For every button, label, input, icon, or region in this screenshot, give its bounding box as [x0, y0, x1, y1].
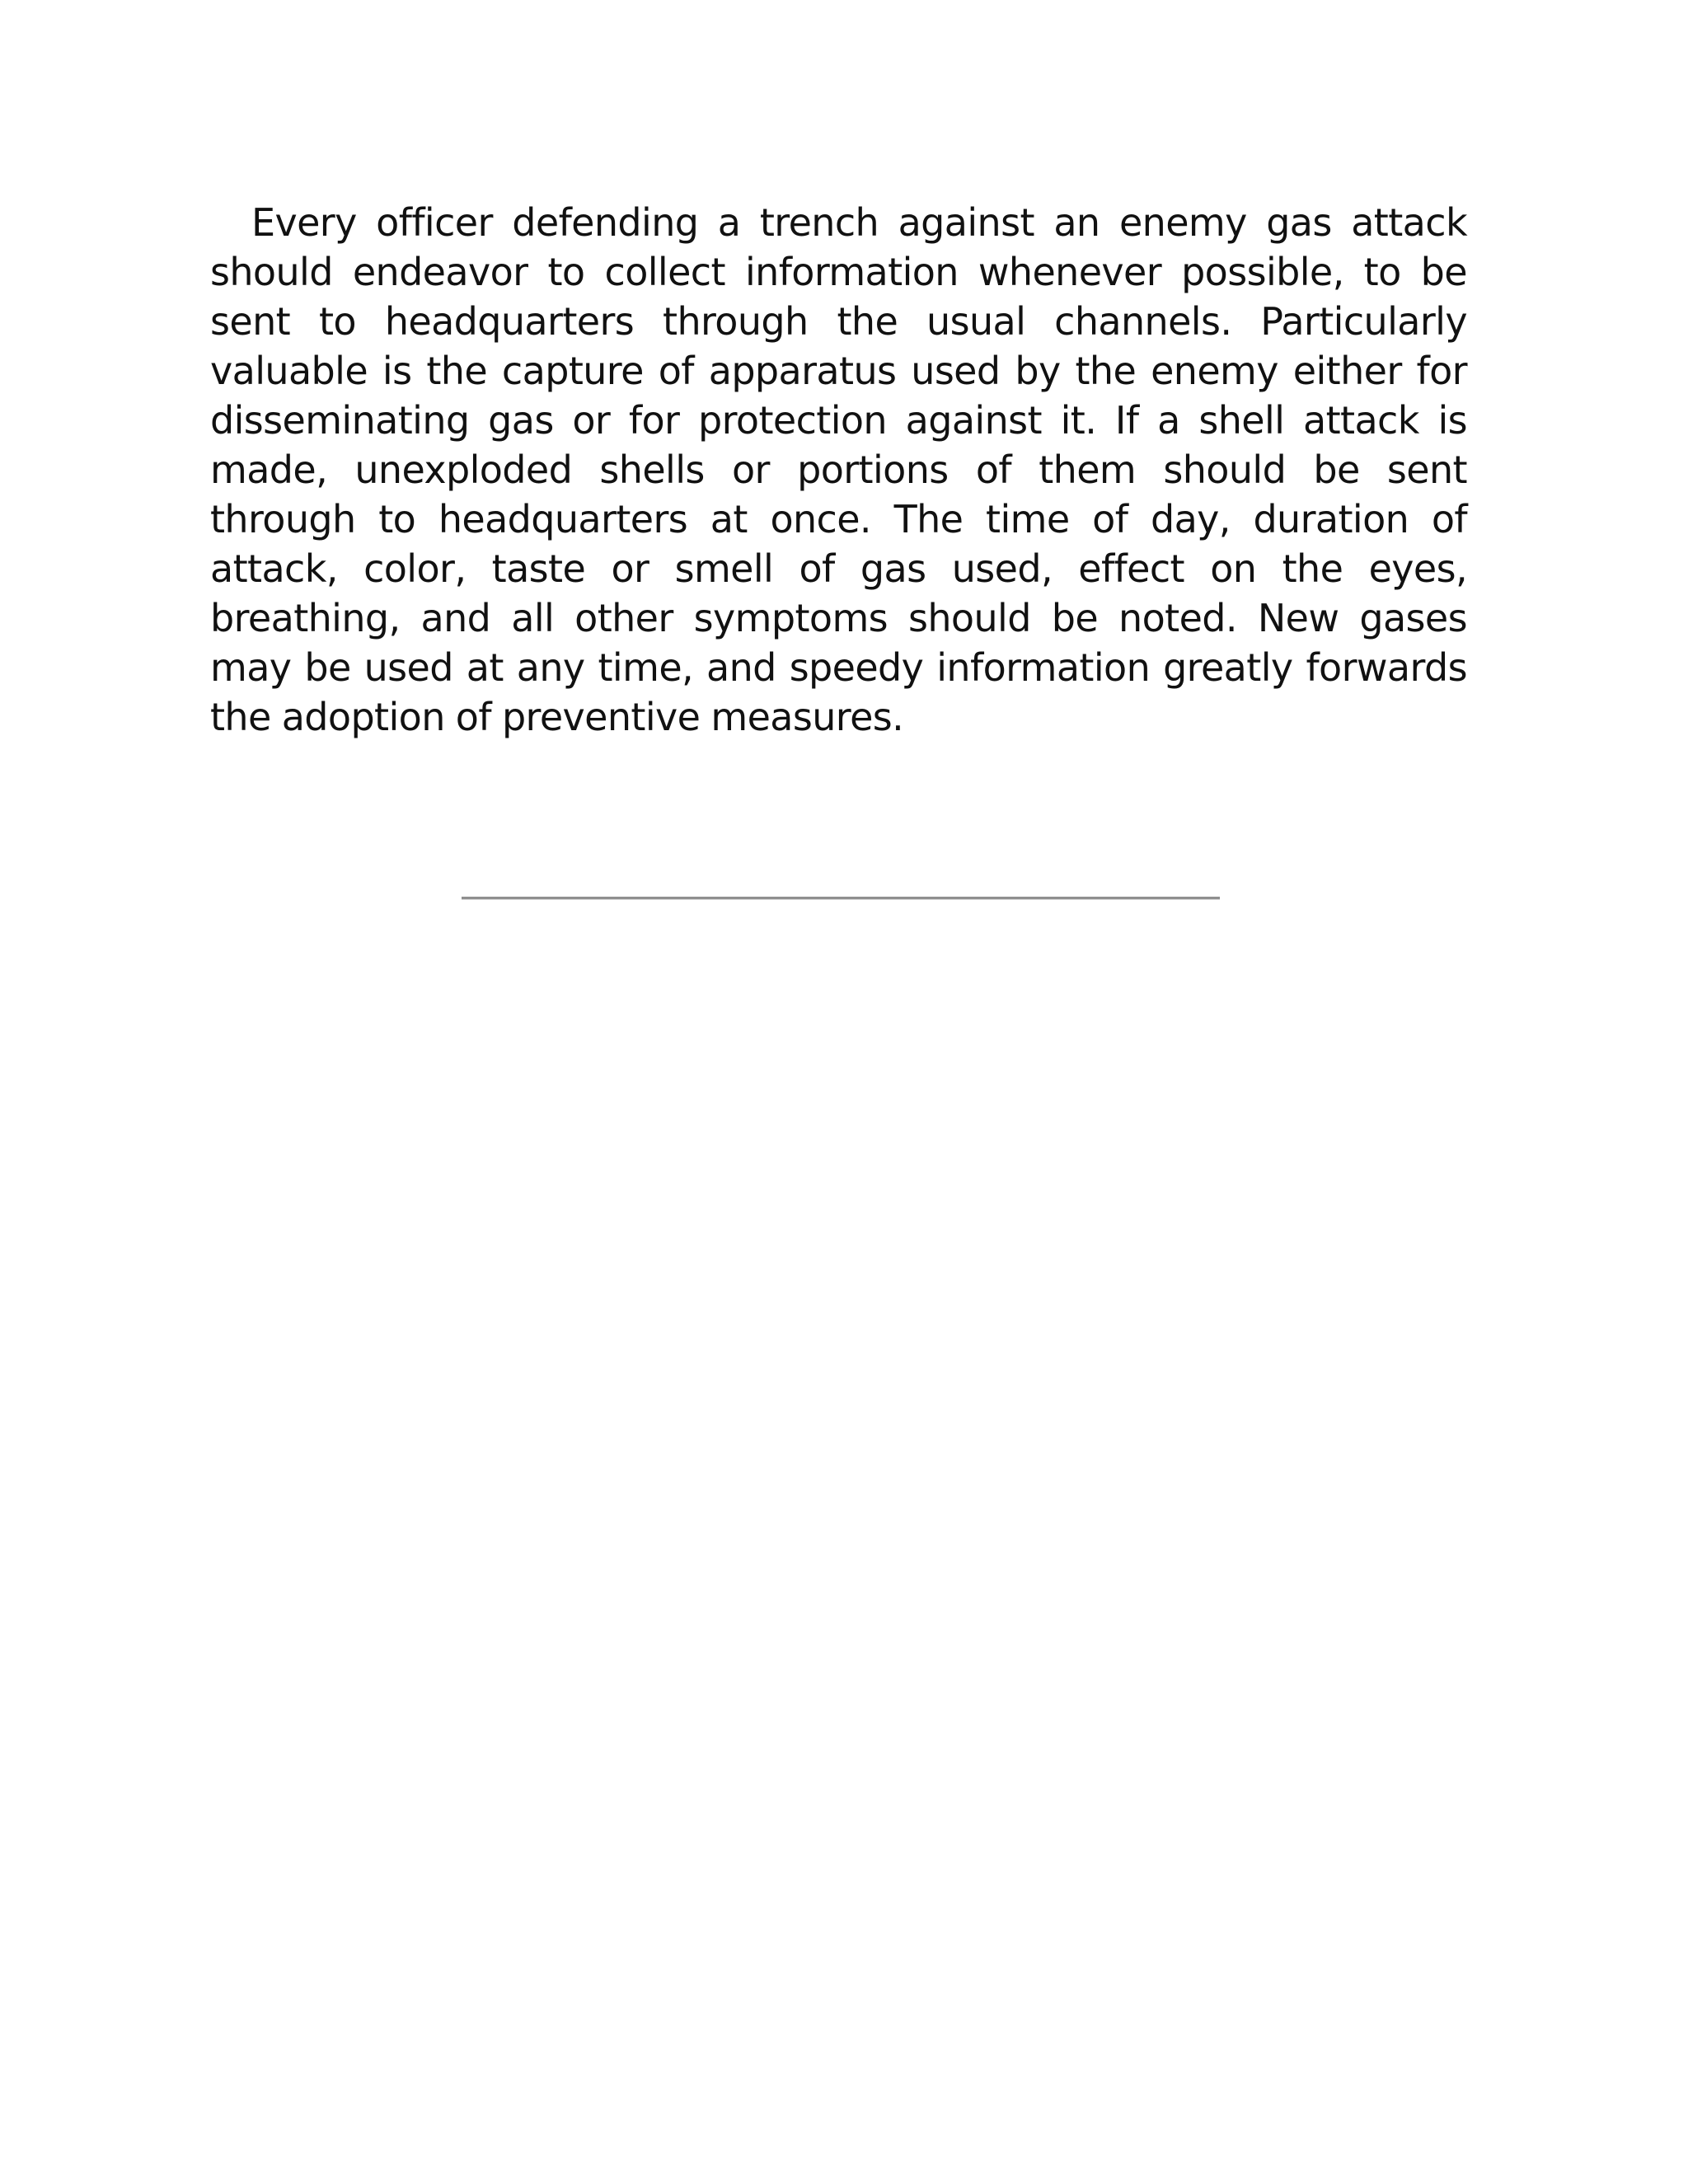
horizontal-rule [462, 897, 1220, 900]
body-paragraph: Every officer defending a trench against an enemy gas attack should endeavor to collect information whenever possible, to be sent to headquarters through the usual channels. Particularly valuable is the capture of apparatus used by the enemy either for disseminating gas or for protection against it. If a shell attack is made, unexploded shells or portions of them should be sent through to headquarters at once. The time of day, duration of attack, color, taste or smell of gas used, effect on the eyes, breathing, and all other symptoms should be noted. New gases may be used at any time, and speedy information greatly forwards the adoption of preventive measures. [210, 200, 1467, 739]
